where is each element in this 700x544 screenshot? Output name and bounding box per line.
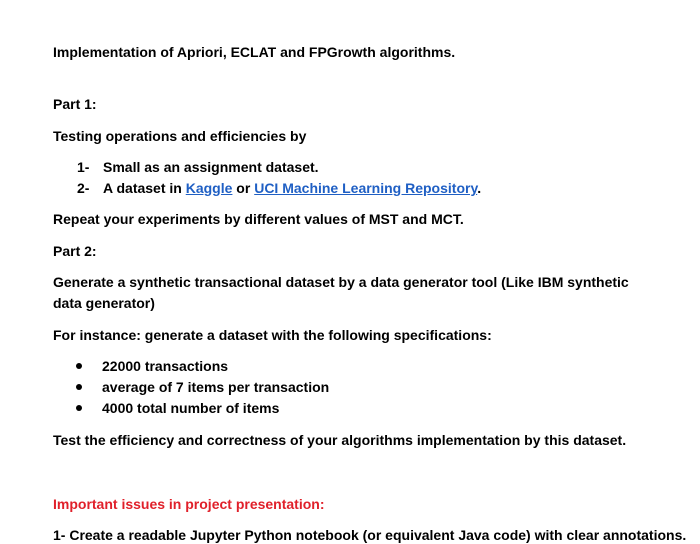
part1-intro: Testing operations and efficiencies by [53, 128, 307, 144]
repeat-experiments-text: Repeat your experiments by different values of MST and MCT. [53, 211, 464, 227]
bullet-icon [76, 405, 82, 411]
spec-text: 22000 transactions [102, 358, 229, 374]
item-text-after: . [477, 180, 482, 196]
part1-heading: Part 1: [53, 96, 97, 112]
item-text-mid: or [232, 180, 255, 196]
instance-text: For instance: generate a dataset with the following specifications: [53, 327, 492, 343]
document-title: Implementation of Apriori, ECLAT and FPGrowth algorithms. [53, 44, 456, 60]
item-number: 2- [77, 180, 90, 196]
spec-text: 4000 total number of items [102, 400, 280, 416]
part2-heading: Part 2: [53, 243, 97, 259]
generate-dataset-text: Generate a synthetic transactional dataset by a data generator tool (Like IBM synthetic data generator) [53, 274, 629, 311]
presentation-item-1: 1- Create a readable Jupyter Python notebook (or equivalent Java code) with clear annotations. [53, 527, 687, 543]
bullet-icon [76, 363, 82, 369]
spec-text: average of 7 items per transaction [102, 379, 330, 395]
item-text-before: A dataset in [103, 180, 186, 196]
item-text: Small as an assignment dataset. [103, 159, 319, 175]
item-number: 1- [77, 159, 90, 175]
kaggle-link[interactable]: Kaggle [185, 180, 233, 196]
test-efficiency-text: Test the efficiency and correctness of your algorithms implementation by this dataset. [53, 432, 627, 448]
presentation-heading: Important issues in project presentation: [53, 496, 325, 512]
item-text [103, 179, 481, 197]
uci-repository-link[interactable]: UCI Machine Learning Repository [254, 180, 478, 196]
bullet-icon [76, 384, 82, 390]
